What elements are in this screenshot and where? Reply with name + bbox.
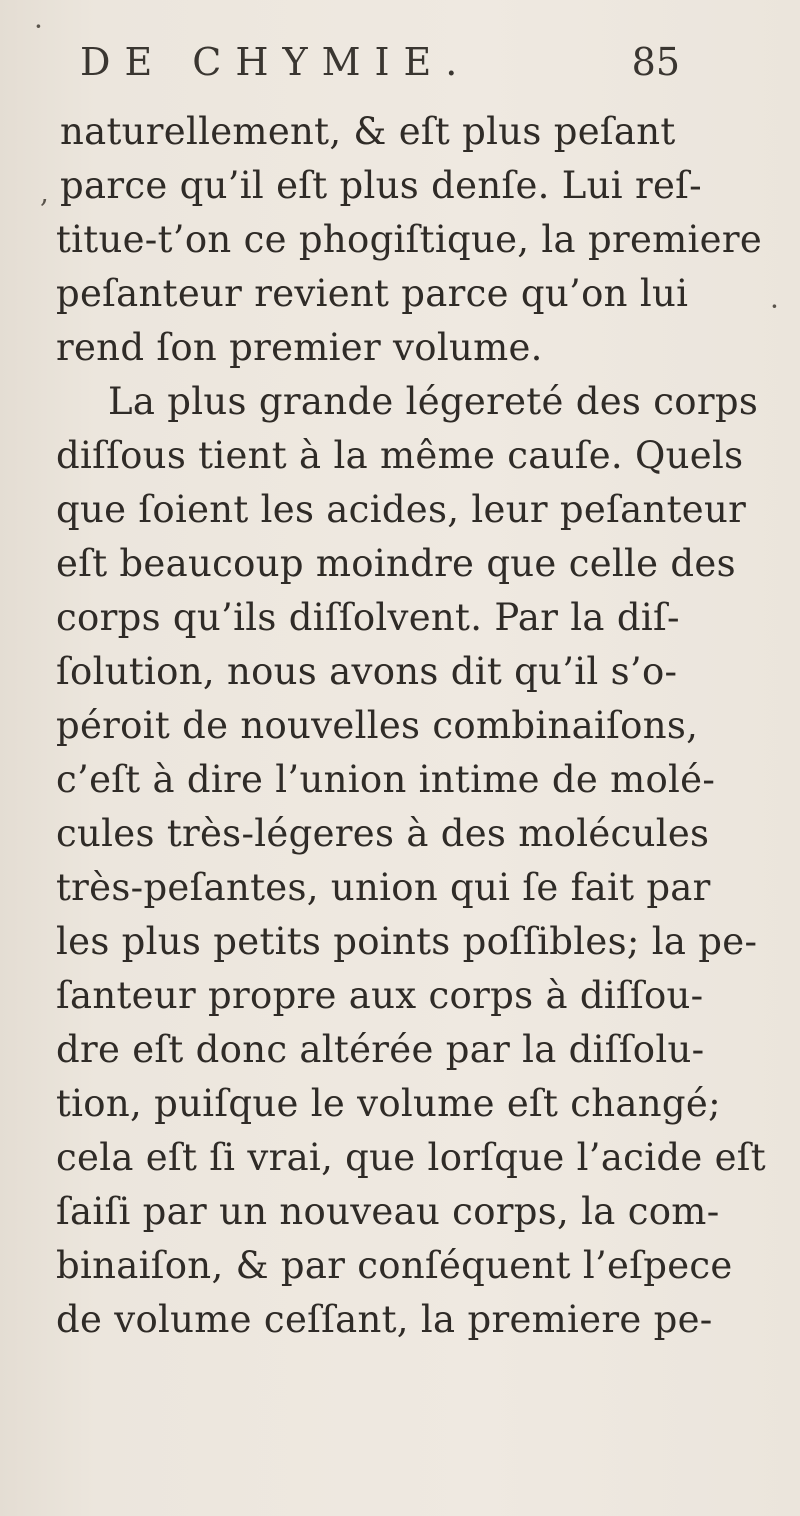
text-line: corps qu’ils diſſolvent. Par la diſ- bbox=[56, 596, 680, 639]
text-line: péroit de nouvelles combinaiſons, bbox=[56, 704, 699, 747]
text-line: La plus grande légereté des corps bbox=[108, 380, 759, 423]
text-line: cela eſt ſi vrai, que lorſque l’acide eſt bbox=[56, 1136, 766, 1179]
text-line: eſt beaucoup moindre que celle des bbox=[56, 542, 736, 585]
text-line: ſolution, nous avons dit qu’il s’o- bbox=[56, 650, 678, 693]
text-line: de volume ceſſant, la premiere pe- bbox=[56, 1298, 713, 1341]
running-head: DE CHYMIE. bbox=[80, 40, 472, 84]
text-line: parce qu’il eſt plus denſe. Lui reſ- bbox=[60, 164, 702, 207]
text-line: rend ſon premier volume. bbox=[56, 326, 543, 369]
text-line: cules très-légeres à des molécules bbox=[56, 812, 710, 855]
margin-mark: , bbox=[40, 176, 49, 209]
text-line: ſanteur propre aux corps à diſſou- bbox=[56, 974, 704, 1017]
page-header bbox=[80, 40, 680, 100]
page-number: 85 bbox=[631, 40, 680, 84]
text-line: c’eſt à dire l’union intime de molé- bbox=[56, 758, 716, 801]
text-line: très-peſantes, union qui ſe fait par bbox=[56, 866, 711, 909]
text-line: binaiſon, & par conſéquent l’eſpece bbox=[56, 1244, 733, 1287]
text-line: tion, puiſque le volume eſt changé; bbox=[56, 1082, 721, 1125]
text-line: diſſous tient à la même cauſe. Quels bbox=[56, 434, 744, 477]
text-line: titue-t’on ce phogiſtique, la premiere bbox=[56, 218, 763, 261]
text-line: ſaiſi par un nouveau corps, la com- bbox=[56, 1190, 720, 1233]
text-line: dre eſt donc altérée par la diſſolu- bbox=[56, 1028, 705, 1071]
text-line: naturellement, & eſt plus peſant bbox=[60, 110, 676, 153]
text-line: que ſoient les acides, leur peſanteur bbox=[56, 488, 747, 531]
text-line: les plus petits points poſſibles; la pe- bbox=[56, 920, 758, 963]
text-line: peſanteur revient parce qu’on lui bbox=[56, 272, 689, 315]
margin-mark: · bbox=[34, 10, 43, 43]
margin-mark: · bbox=[770, 290, 779, 323]
